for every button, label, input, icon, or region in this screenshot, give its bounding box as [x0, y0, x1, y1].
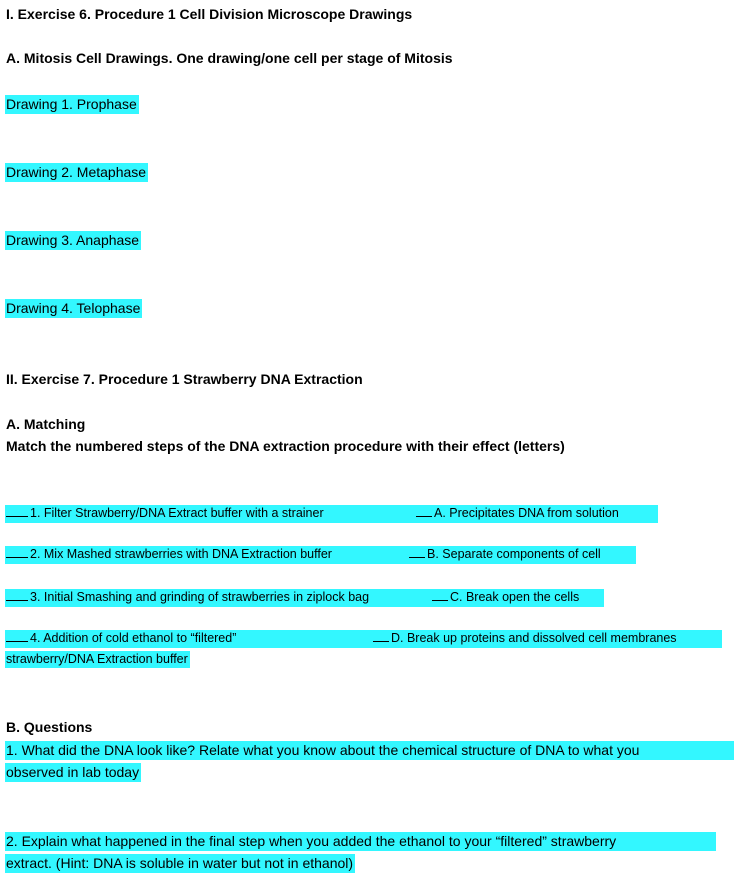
matching-row-3 [5, 589, 604, 607]
question-2-line-2: extract. (Hint: DNA is soluble in water but not in ethanol) [6, 855, 354, 871]
step-3: 3. Initial Smashing and grinding of strawberries in ziplock bag [6, 589, 369, 606]
step-4-continued: strawberry/DNA Extraction buffer [6, 652, 188, 666]
section1-heading: I. Exercise 6. Procedure 1 Cell Division Microscope Drawings [6, 6, 413, 22]
section1-subheading: A. Mitosis Cell Drawings. One drawing/one cell per stage of Mitosis [6, 50, 453, 66]
step-2: 2. Mix Mashed strawberries with DNA Extraction buffer [6, 546, 332, 563]
drawing-anaphase: Drawing 3. Anaphase [6, 232, 140, 248]
drawing-metaphase: Drawing 2. Metaphase [6, 164, 147, 180]
answer-blank-2[interactable] [6, 557, 28, 558]
question-1-line-2: observed in lab today [6, 764, 140, 780]
matching-title: A. Matching [6, 416, 86, 432]
effect-a: A. Precipitates DNA from solution [416, 505, 619, 522]
step-4: 4. Addition of cold ethanol to “filtered” [6, 630, 236, 647]
answer-blank-b[interactable] [409, 557, 425, 558]
matching-row-2 [5, 546, 636, 564]
step-1: 1. Filter Strawberry/DNA Extract buffer with a strainer [6, 505, 324, 522]
effect-d: D. Break up proteins and dissolved cell membranes [373, 630, 677, 647]
effect-c: C. Break open the cells [432, 589, 579, 606]
question-1-line-1: 1. What did the DNA look like? Relate what you know about the chemical structure of DNA to what you [5, 741, 734, 760]
question-2-line-1: 2. Explain what happened in the final step when you added the ethanol to your “filtered” strawberry [5, 832, 716, 851]
section2-heading: II. Exercise 7. Procedure 1 Strawberry DNA Extraction [6, 371, 363, 387]
answer-blank-a[interactable] [416, 516, 432, 517]
answer-blank-c[interactable] [432, 600, 448, 601]
answer-blank-4[interactable] [6, 641, 28, 642]
drawing-prophase: Drawing 1. Prophase [6, 96, 137, 112]
answer-blank-d[interactable] [373, 641, 389, 642]
answer-blank-3[interactable] [6, 600, 28, 601]
drawing-telophase: Drawing 4. Telophase [6, 300, 141, 316]
questions-title: B. Questions [6, 719, 93, 735]
effect-b: B. Separate components of cell [409, 546, 601, 563]
matching-row-4 [5, 630, 722, 648]
matching-instruction: Match the numbered steps of the DNA extraction procedure with their effect (letters) [6, 438, 565, 454]
matching-row-1 [5, 505, 658, 523]
answer-blank-1[interactable] [6, 516, 28, 517]
